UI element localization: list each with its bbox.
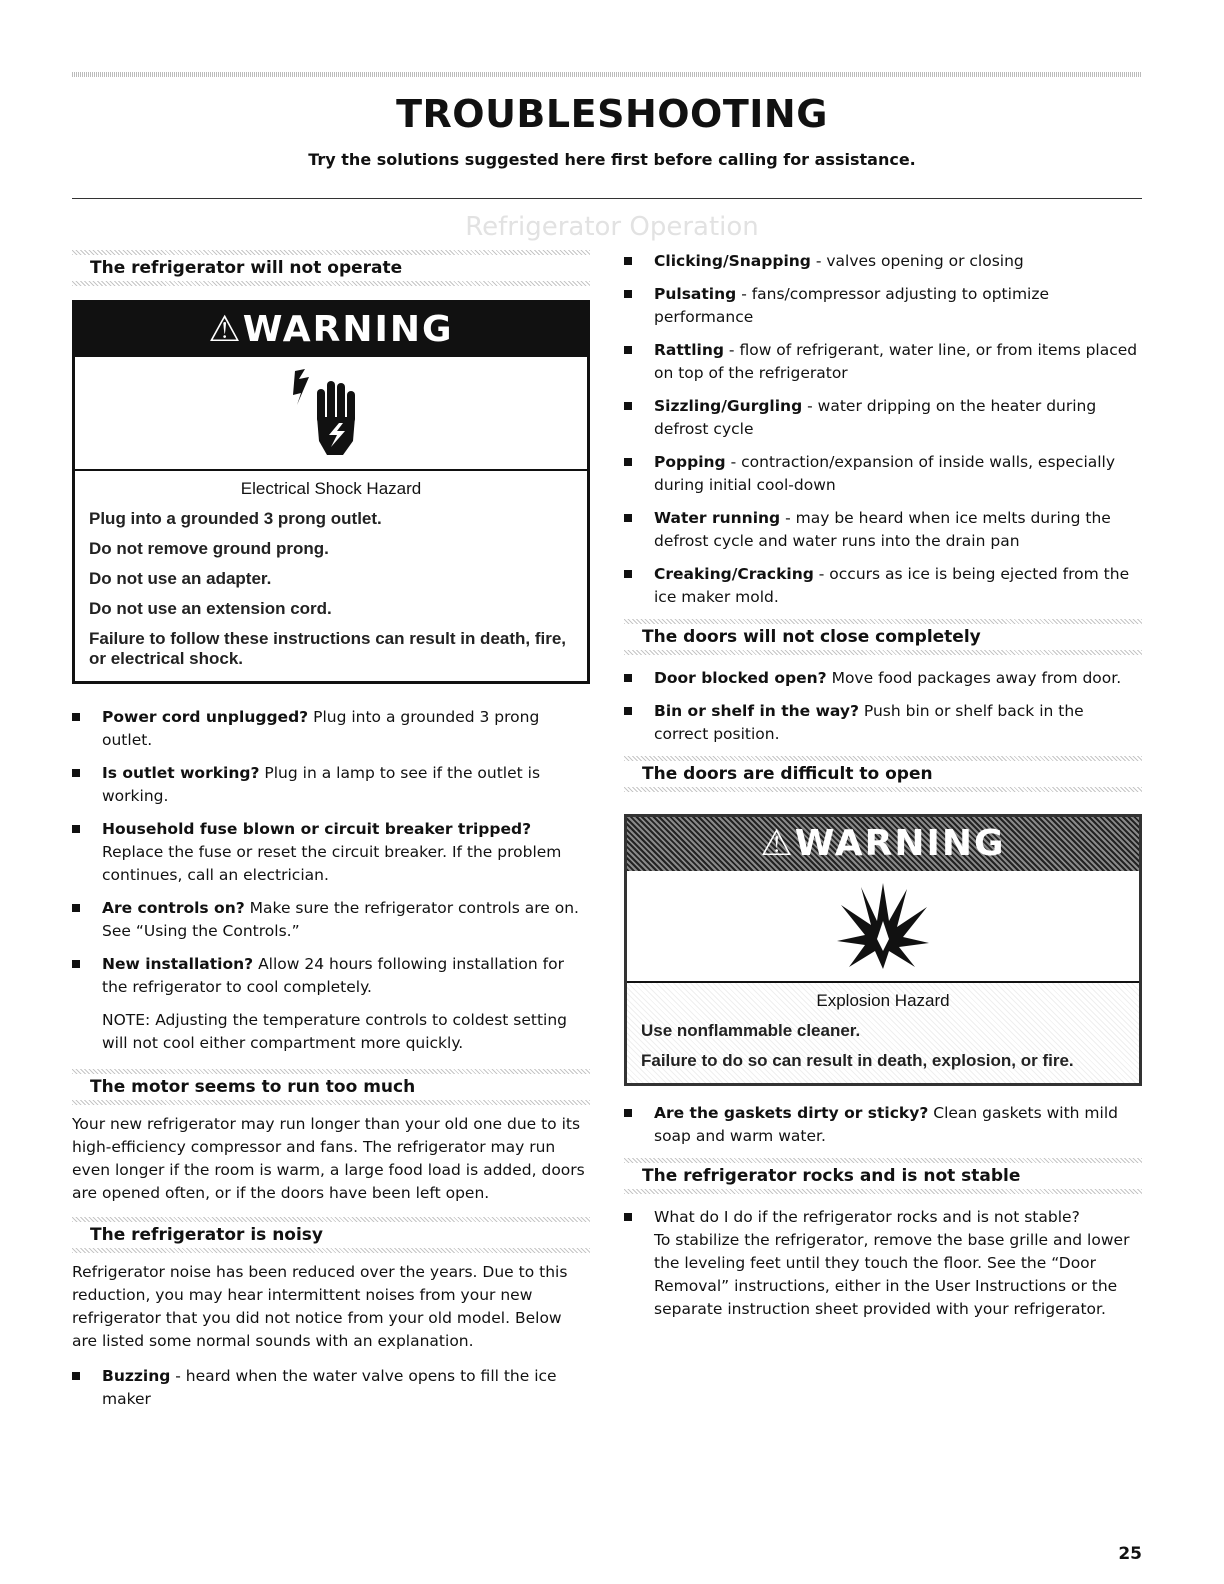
item-answer: - water dripping on the heater during defrost cycle [654, 397, 1097, 438]
warning-triangle-icon: ⚠ [760, 823, 795, 864]
bullet-icon [624, 458, 632, 466]
item-answer: - flow of refrigerant, water line, or from items placed on top of the refrigerator [654, 341, 1138, 382]
item-question: Are controls on? [102, 899, 245, 917]
page-title: TROUBLESHOOTING [396, 92, 828, 136]
list-item [624, 339, 1142, 385]
bullet-icon [624, 1213, 632, 1221]
subheading-rocks: The refrigerator rocks and is not stable [624, 1158, 1142, 1194]
warning-label: WARNING [242, 309, 454, 350]
item-question: Sizzling/Gurgling [654, 397, 803, 415]
list-item [624, 563, 1142, 609]
list-item [624, 283, 1142, 329]
list-item [624, 1102, 1142, 1148]
bullet-icon [72, 1372, 80, 1380]
warning-line: Do not remove ground prong. [89, 539, 329, 558]
warning-line: Failure to do so can result in death, explosion, or fire. [641, 1051, 1074, 1070]
bullet-icon [624, 570, 632, 578]
item-answer: Allow 24 hours following installation for the refrigerator to cool completely. [102, 955, 564, 996]
item-question: Household fuse blown or circuit breaker tripped? [102, 820, 532, 838]
noisy-list [72, 1365, 590, 1411]
list-item [72, 1365, 590, 1411]
bullet-icon [624, 346, 632, 354]
note-label: NOTE: [102, 1011, 151, 1029]
bullet-icon [624, 514, 632, 522]
list-item [72, 706, 590, 752]
item-answer: - fans/compressor adjusting to optimize performance [654, 285, 1050, 326]
electrical-shock-icon [75, 357, 587, 471]
item-question: Is outlet working? [102, 764, 260, 782]
item-question: Buzzing [102, 1367, 171, 1385]
item-question: Door blocked open? [654, 669, 827, 687]
header-divider [72, 198, 1142, 199]
rocks-list [624, 1206, 1142, 1321]
list-item [624, 507, 1142, 553]
page-number: 25 [1118, 1544, 1142, 1564]
bullet-icon [624, 402, 632, 410]
not-operate-list [72, 706, 590, 999]
note [72, 1009, 590, 1055]
subheading-doors-close: The doors will not close completely [624, 619, 1142, 655]
item-question: Pulsating [654, 285, 737, 303]
top-rule [72, 72, 1142, 77]
bullet-icon [624, 707, 632, 715]
subheading-noisy: The refrigerator is noisy [72, 1217, 590, 1253]
item-question: Popping [654, 453, 726, 471]
left-column [72, 250, 590, 1421]
bullet-icon [624, 290, 632, 298]
explosion-icon [627, 871, 1139, 983]
item-answer: Push bin or shelf back in the correct position. [654, 702, 1084, 743]
item-question: Power cord unplugged? [102, 708, 309, 726]
item-answer: Plug into a grounded 3 prong outlet. [102, 708, 540, 749]
section-title: Refrigerator Operation [465, 212, 759, 242]
warning-line: Use nonflammable cleaner. [641, 1021, 861, 1040]
bullet-icon [72, 825, 80, 833]
bullet-icon [72, 769, 80, 777]
bullet-icon [624, 1109, 632, 1117]
item-answer: - contraction/expansion of inside walls, especially during initial cool-down [654, 453, 1116, 494]
list-item [624, 451, 1142, 497]
item-question: Clicking/Snapping [654, 252, 811, 270]
doors-close-list [624, 667, 1142, 746]
item-question: New installation? [102, 955, 254, 973]
warning-body [75, 471, 587, 681]
warning-line: Plug into a grounded 3 prong outlet. [89, 509, 382, 528]
warning-line: Failure to follow these instructions can result in death, fire, or electrical shock. [89, 629, 567, 668]
hazard-title: Explosion Hazard [816, 991, 950, 1010]
note-text: Adjusting the temperature controls to coldest setting will not cool either compartment more quickly. [102, 1011, 568, 1052]
item-question: Bin or shelf in the way? [654, 702, 859, 720]
bullet-icon [624, 674, 632, 682]
list-item [72, 897, 590, 943]
doors-open-list [624, 1102, 1142, 1148]
item-answer: - occurs as ice is being ejected from the ice maker mold. [654, 565, 1130, 606]
hazard-title: Electrical Shock Hazard [240, 479, 422, 498]
warning-header [627, 817, 1139, 871]
list-item [624, 1206, 1142, 1321]
bullet-icon [624, 257, 632, 265]
list-item [72, 818, 590, 887]
page-subtitle: Try the solutions suggested here first before calling for assistance. [308, 150, 916, 169]
item-answer: Clean gaskets with mild soap and warm water. [654, 1104, 1118, 1145]
warning-line: Do not use an extension cord. [89, 599, 332, 618]
item-question: Are the gaskets dirty or sticky? [654, 1104, 929, 1122]
item-question: Creaking/Cracking [654, 565, 814, 583]
list-item [624, 700, 1142, 746]
item-answer: - may be heard when ice melts during the defrost cycle and water runs into the drain pan [654, 509, 1111, 550]
warning-header [75, 303, 587, 357]
item-question: Rattling [654, 341, 724, 359]
item-answer: Move food packages away from door. [831, 669, 1122, 687]
bullet-icon [72, 713, 80, 721]
bullet-icon [72, 904, 80, 912]
explosion-warning-box [624, 814, 1142, 1086]
list-item [624, 250, 1142, 273]
warning-body [627, 983, 1139, 1083]
warning-line: Do not use an adapter. [89, 569, 272, 588]
item-answer: Make sure the refrigerator controls are on. See “Using the Controls.” [102, 899, 579, 940]
shock-warning-box [72, 300, 590, 684]
subheading-not-operate: The refrigerator will not operate [72, 250, 590, 286]
item-answer: To stabilize the refrigerator, remove the base grille and lower the leveling feet until they touch the floor. See the “Door Removal” instructions, either in the User Instructions or the separate instruction sheet provided with your refrigerator. [654, 1231, 1130, 1318]
subheading-motor: The motor seems to run too much [72, 1069, 590, 1105]
noisy-paragraph: Refrigerator noise has been reduced over the years. Due to this reduction, you may hear intermittent noises from your new refrigerator that you did not notice from your old model. Below are listed some normal sounds with an explanation. [72, 1263, 568, 1350]
subheading-doors-open: The doors are difficult to open [624, 756, 1142, 792]
item-question: What do I do if the refrigerator rocks and is not stable? [654, 1208, 1080, 1226]
item-answer: Plug in a lamp to see if the outlet is working. [102, 764, 541, 805]
list-item [72, 762, 590, 808]
list-item [624, 667, 1142, 690]
right-column [624, 250, 1142, 1331]
list-item [624, 395, 1142, 441]
warning-triangle-icon: ⚠ [208, 309, 243, 350]
bullet-icon [72, 960, 80, 968]
warning-label: WARNING [794, 823, 1006, 864]
item-question: Water running [654, 509, 781, 527]
item-answer: - valves opening or closing [815, 252, 1024, 270]
sounds-list [624, 250, 1142, 609]
item-answer: Replace the fuse or reset the circuit breaker. If the problem continues, call an electrician. [102, 843, 562, 884]
motor-paragraph: Your new refrigerator may run longer than your old one due to its high-efficiency compressor and fans. The refrigerator may run even longer if the room is warm, a large food load is added, doors are opened often, or if the doors have been left open. [72, 1115, 585, 1202]
item-answer: - heard when the water valve opens to fill the ice maker [102, 1367, 557, 1408]
list-item [72, 953, 590, 999]
